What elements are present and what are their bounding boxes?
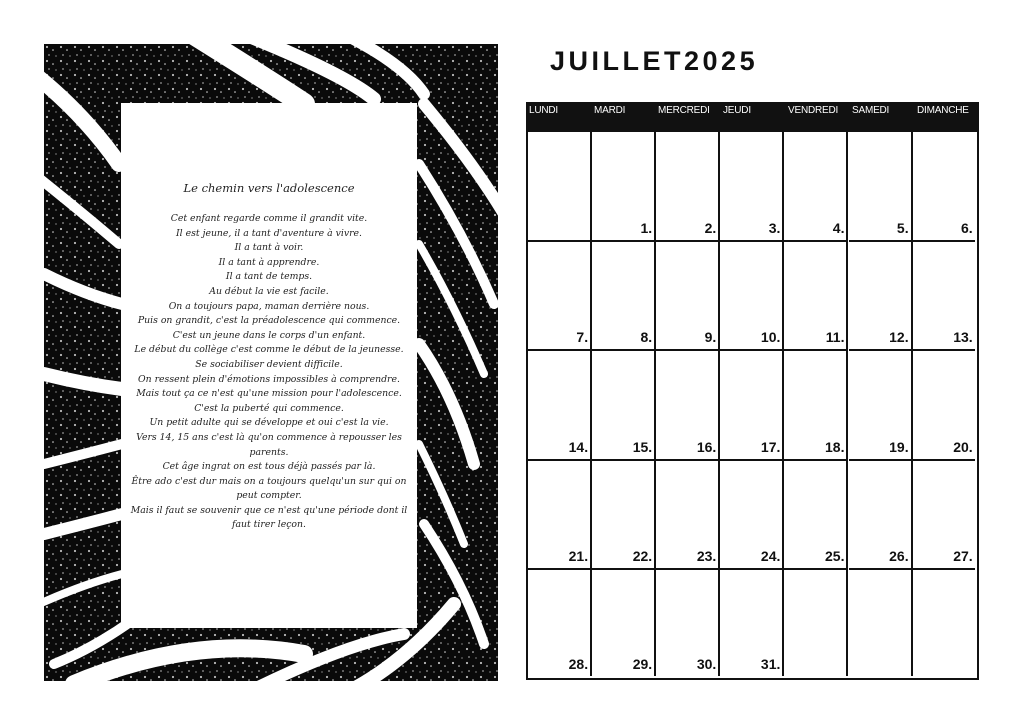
poem-line: Être ado c'est dur mais on a toujours quelqu'un sur qui on peut compter. xyxy=(131,475,407,502)
poem-line: Cet âge ingrat on est tous déjà passés par là. xyxy=(162,461,376,473)
day-cell[interactable] xyxy=(592,461,656,571)
poem-line: Vers 14, 15 ans c'est là qu'on commence à repousser les parents. xyxy=(136,431,402,458)
day-number: 6. xyxy=(961,219,973,236)
day-number: 14. xyxy=(568,438,589,455)
day-cell[interactable] xyxy=(592,242,656,352)
day-cell[interactable] xyxy=(656,570,720,676)
day-number: 16. xyxy=(696,438,717,455)
empty-day-cell xyxy=(849,570,913,676)
weekday-label-jeudi: JEUDI xyxy=(723,105,751,116)
weekday-label-lundi: LUNDI xyxy=(529,105,559,116)
day-number: 31. xyxy=(760,655,781,672)
poem-line: C'est la puberté qui commence. xyxy=(194,402,344,414)
day-cell[interactable] xyxy=(784,351,848,461)
day-number: 8. xyxy=(640,329,653,346)
day-number: 20. xyxy=(953,438,973,455)
day-cell[interactable] xyxy=(528,351,592,461)
day-number: 5. xyxy=(896,219,909,236)
poem-line: Puis on grandit, c'est la préadolescence qui commence. xyxy=(137,315,401,327)
day-number: 27. xyxy=(953,548,973,565)
weekday-label-dimanche: DIMANCHE xyxy=(917,105,969,116)
poem-line: Au début la vie est facile. xyxy=(209,285,329,297)
calendar-title xyxy=(550,46,758,77)
day-number: 23. xyxy=(696,548,717,565)
day-cell[interactable] xyxy=(720,132,784,242)
day-cell[interactable] xyxy=(913,351,975,461)
poem-line: On a toujours papa, maman derrière nous. xyxy=(168,300,370,312)
empty-day-cell xyxy=(784,570,848,676)
day-number: 1. xyxy=(640,219,653,236)
day-number: 21. xyxy=(568,548,589,565)
day-cell[interactable] xyxy=(849,351,913,461)
day-cell[interactable] xyxy=(656,132,720,242)
day-number: 19. xyxy=(889,438,909,455)
poem-title: Le chemin vers l'adolescence xyxy=(183,181,355,195)
poem-line: Mais il faut se souvenir que ce n'est qu'une période dont il faut tirer leçon. xyxy=(130,504,408,531)
day-cell[interactable] xyxy=(656,461,720,571)
poem-line: Le début du collège c'est comme le début de la jeunesse. xyxy=(134,344,404,356)
day-number: 10. xyxy=(760,329,781,346)
calendar-month: JUILLET xyxy=(550,46,685,76)
poem-line: Cet enfant regarde comme il grandit vite. xyxy=(170,213,368,224)
day-cell[interactable] xyxy=(592,351,656,461)
day-cell[interactable] xyxy=(784,132,848,242)
poem-line: Il a tant à voir. xyxy=(234,242,304,254)
calendar-grid xyxy=(526,102,979,680)
poem-card xyxy=(121,103,417,628)
day-number: 17. xyxy=(760,438,781,455)
day-cell[interactable] xyxy=(913,132,975,242)
day-cell[interactable] xyxy=(720,570,784,676)
day-cell[interactable] xyxy=(528,461,592,571)
day-number: 24. xyxy=(760,548,781,565)
weekday-label-samedi: SAMEDI xyxy=(852,105,890,116)
day-cell[interactable] xyxy=(849,132,913,242)
day-cell[interactable] xyxy=(720,242,784,352)
day-number: 30. xyxy=(696,655,717,672)
weekday-header xyxy=(528,104,977,132)
day-cell[interactable] xyxy=(592,570,656,676)
day-number: 11. xyxy=(825,329,845,346)
poem-line: Se sociabiliser devient difficile. xyxy=(195,358,343,370)
day-number: 18. xyxy=(825,438,845,455)
poem-line: Un petit adulte qui se développe et oui c'est la vie. xyxy=(149,417,389,429)
poem-line: On ressent plein d'émotions impossibles à comprendre. xyxy=(138,373,400,385)
day-cell[interactable] xyxy=(592,132,656,242)
day-cell[interactable] xyxy=(656,351,720,461)
day-number: 25. xyxy=(825,548,845,565)
day-number: 13. xyxy=(953,329,973,346)
day-number: 26. xyxy=(889,548,909,565)
day-number: 2. xyxy=(704,219,717,236)
day-cell[interactable] xyxy=(784,242,848,352)
day-number: 29. xyxy=(632,655,653,672)
day-cell[interactable] xyxy=(849,242,913,352)
weekday-label-mardi: MARDI xyxy=(594,105,626,116)
day-cell[interactable] xyxy=(720,351,784,461)
day-number: 7. xyxy=(576,329,589,346)
day-number: 3. xyxy=(768,219,781,236)
day-cell[interactable] xyxy=(913,242,975,352)
day-cell[interactable] xyxy=(528,242,592,352)
poem-line: Il est jeune, il a tant d'aventure à vivre. xyxy=(176,227,362,239)
empty-day-cell xyxy=(528,132,592,242)
day-cell[interactable] xyxy=(784,461,848,571)
day-number: 15. xyxy=(632,438,653,455)
day-cell[interactable] xyxy=(849,461,913,571)
day-number: 22. xyxy=(632,548,653,565)
day-number: 9. xyxy=(704,329,717,346)
day-cell[interactable] xyxy=(913,461,975,571)
day-cell[interactable] xyxy=(720,461,784,571)
weekday-label-mercredi: MERCREDI xyxy=(658,105,710,116)
artwork-panel xyxy=(44,44,498,681)
day-number: 12. xyxy=(889,329,909,346)
weekday-label-vendredi: VENDREDI xyxy=(788,105,839,116)
empty-day-cell xyxy=(913,570,975,676)
poem-line: Il a tant de temps. xyxy=(225,271,313,283)
day-number: 4. xyxy=(832,219,845,236)
poem-line: Mais tout ça ce n'est qu'une mission pour l'adolescence. xyxy=(136,388,402,400)
calendar-year: 2025 xyxy=(684,46,759,76)
day-cell[interactable] xyxy=(528,570,592,676)
day-number: 28. xyxy=(568,655,589,672)
poem-line: C'est un jeune dans le corps d'un enfant. xyxy=(172,329,366,341)
poem-line: Il a tant à apprendre. xyxy=(218,256,320,268)
day-cell[interactable] xyxy=(656,242,720,352)
